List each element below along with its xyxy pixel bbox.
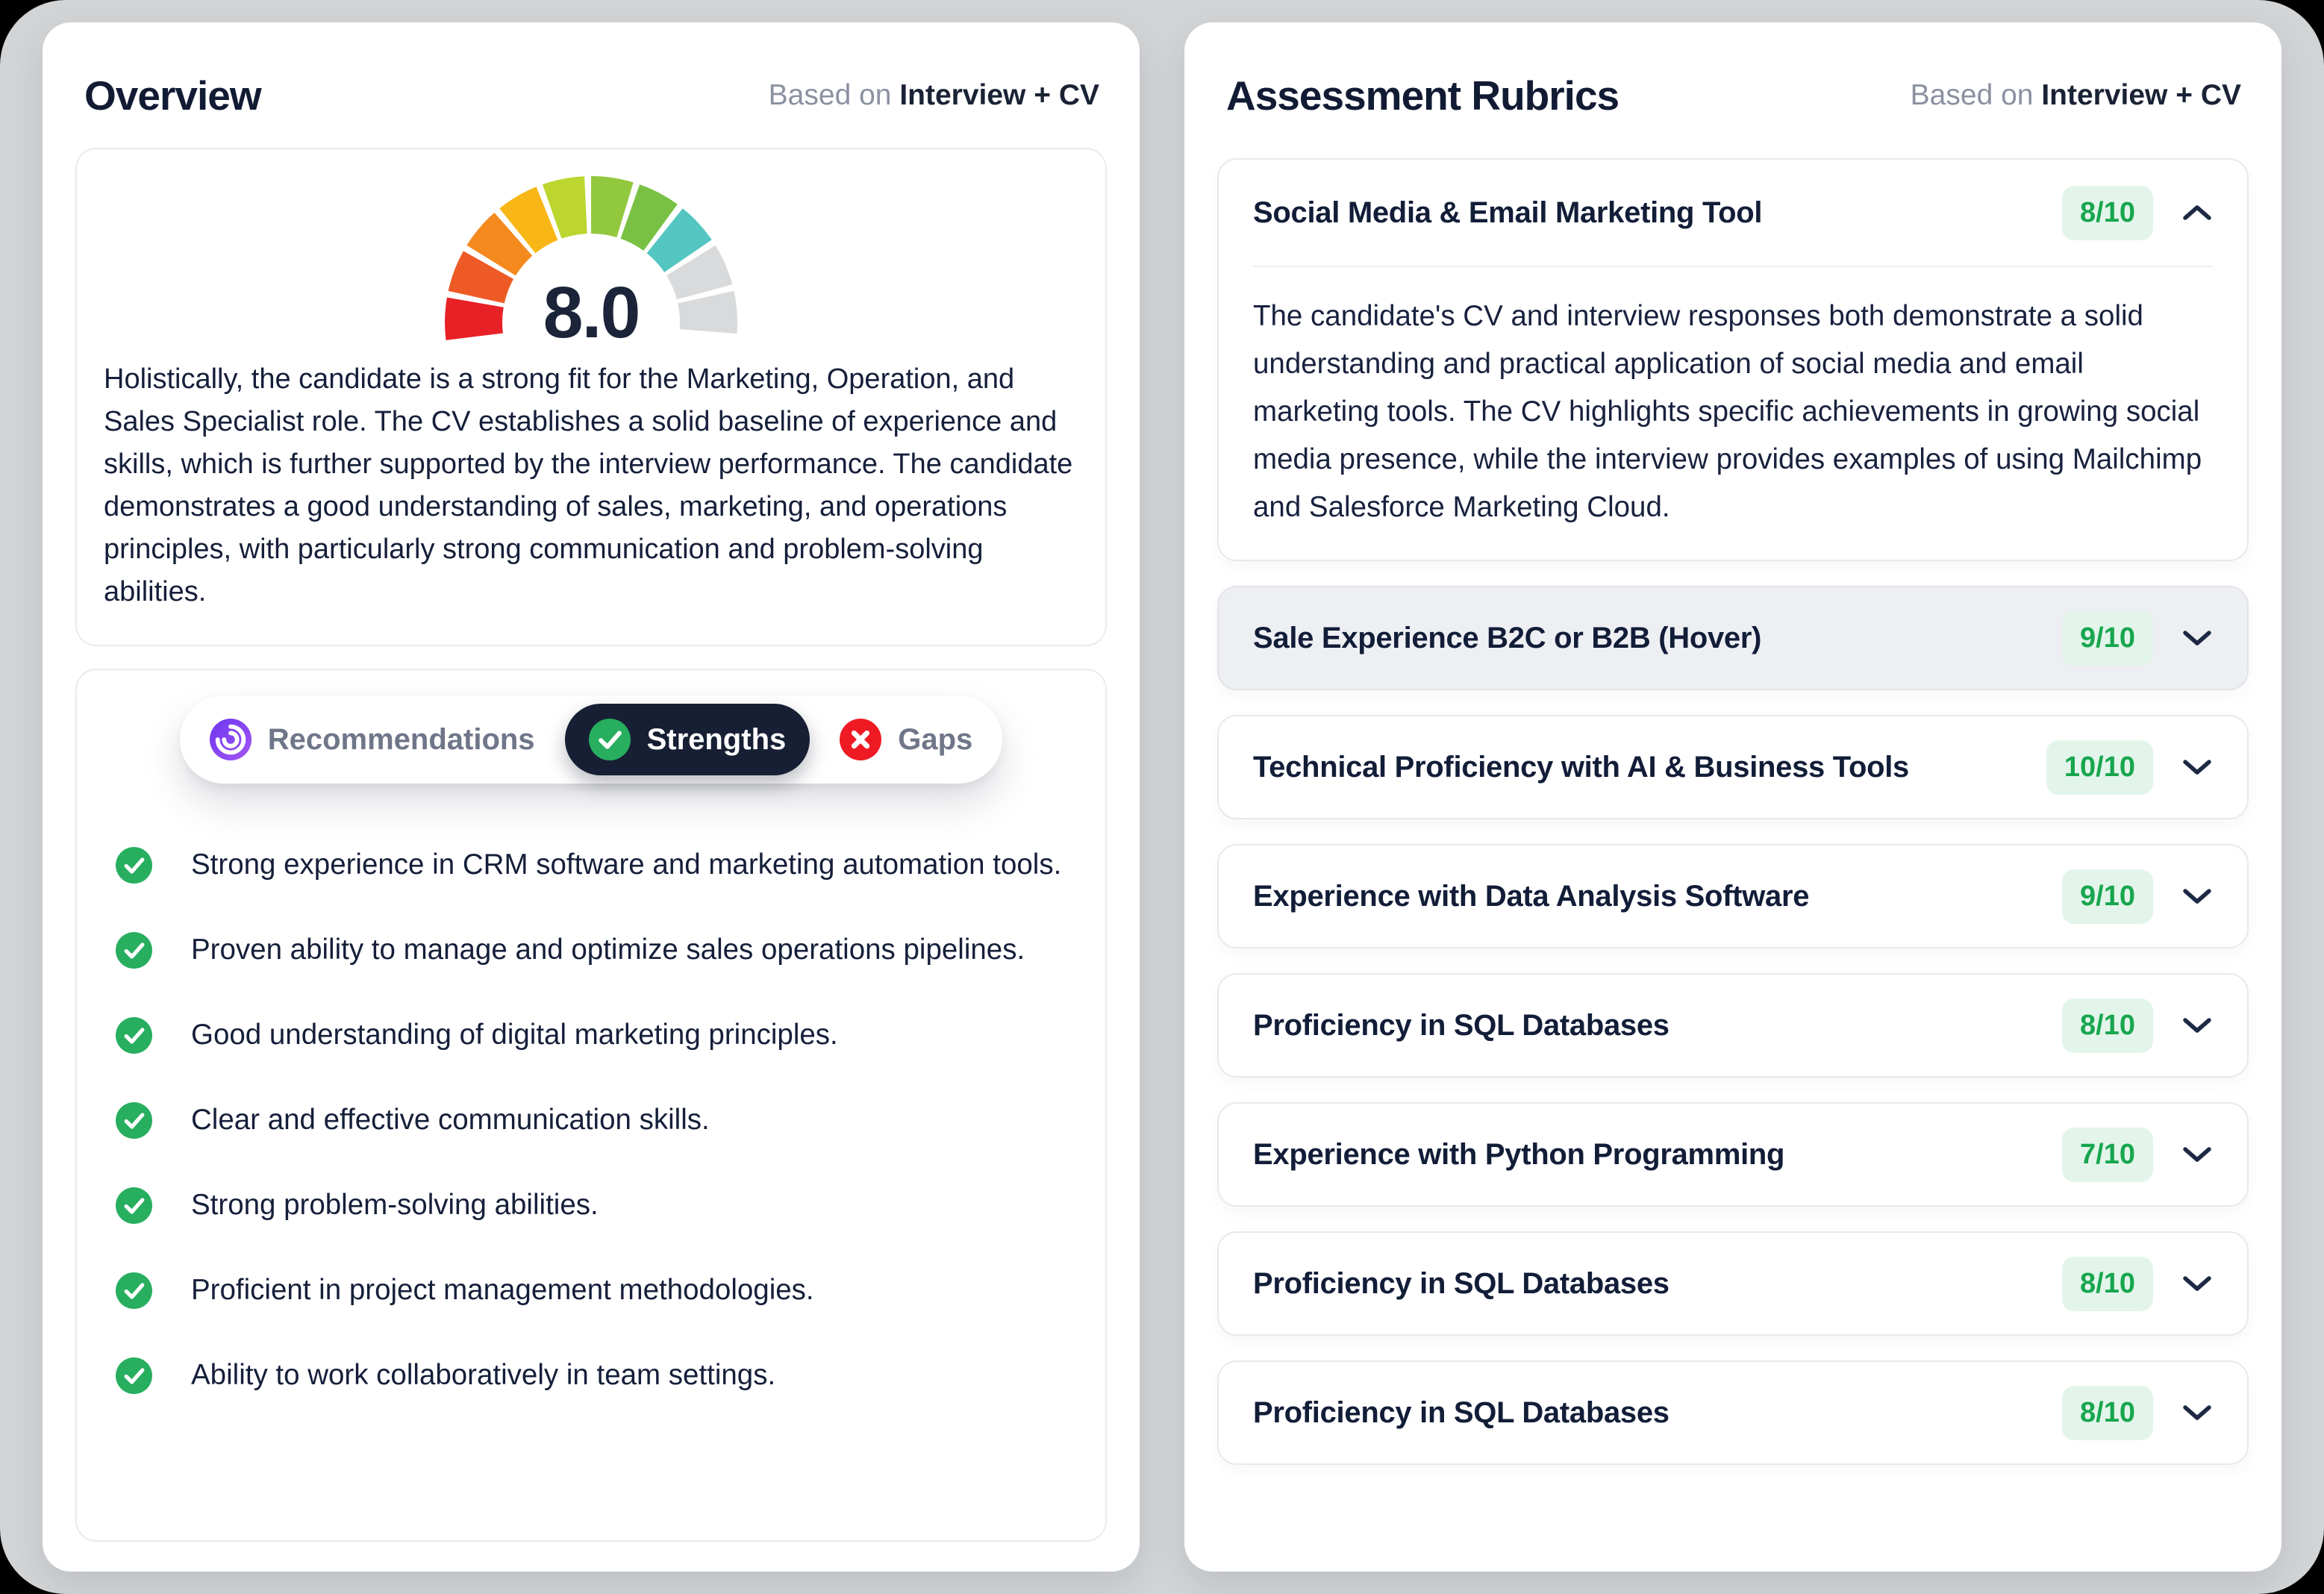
- rubric-title: Proficiency in SQL Databases: [1253, 1395, 1669, 1429]
- strength-item: [116, 931, 1072, 969]
- score-gauge: [442, 169, 740, 346]
- check-icon: [116, 1187, 152, 1224]
- strength-item: [116, 1272, 1072, 1309]
- score-badge: 8/10: [2062, 186, 2153, 240]
- score-badge: 9/10: [2062, 869, 2153, 924]
- chevron-up-icon[interactable]: [2181, 203, 2213, 222]
- based-on-value: Interview + CV: [899, 79, 1099, 111]
- tab-label: Recommendations: [267, 722, 535, 756]
- check-icon: [116, 1357, 152, 1394]
- rubric-header[interactable]: [1219, 1104, 2247, 1205]
- score-badge: 7/10: [2062, 1128, 2153, 1182]
- rubric-header[interactable]: [1219, 160, 2247, 266]
- check-icon: [116, 1272, 152, 1309]
- check-icon: [116, 1017, 152, 1054]
- rubric-title: Experience with Python Programming: [1253, 1137, 1785, 1171]
- x-icon: [840, 719, 881, 760]
- insights-box: [75, 669, 1107, 1542]
- tab-recommendations[interactable]: [210, 719, 535, 760]
- strength-text: Clear and effective communication skills.: [191, 1104, 710, 1136]
- score-badge: 8/10: [2062, 1386, 2153, 1440]
- strength-item: [116, 1187, 1072, 1224]
- strength-text: Good understanding of digital marketing principles.: [191, 1019, 838, 1051]
- rubric-title: Experience with Data Analysis Software: [1253, 879, 1810, 913]
- rubric-item: [1217, 586, 2249, 690]
- based-on-value: Interview + CV: [2041, 79, 2241, 111]
- rubrics-based-on: Based on Interview + CV: [1910, 79, 2241, 111]
- strength-item: [116, 846, 1072, 884]
- rubric-item: [1217, 158, 2249, 561]
- rubric-item: [1217, 1231, 2249, 1336]
- rubrics-title: Assessment Rubrics: [1226, 72, 1619, 119]
- rubrics-header: [1217, 52, 2249, 148]
- rubric-item: [1217, 1360, 2249, 1465]
- rubric-item: [1217, 715, 2249, 819]
- check-icon: [116, 847, 152, 884]
- gauge-score: 8.0: [543, 272, 640, 346]
- score-badge: 8/10: [2062, 998, 2153, 1053]
- strength-text: Strong problem-solving abilities.: [191, 1189, 599, 1221]
- strength-item: [116, 1016, 1072, 1054]
- check-icon: [589, 719, 631, 760]
- gauge-segment: [445, 298, 504, 340]
- chevron-down-icon[interactable]: [2181, 1145, 2213, 1164]
- rubric-header[interactable]: [1219, 716, 2247, 818]
- score-summary-box: [75, 148, 1107, 646]
- rubrics-list: [1217, 158, 2249, 1465]
- chevron-down-icon[interactable]: [2181, 887, 2213, 906]
- chevron-down-icon[interactable]: [2181, 1016, 2213, 1035]
- chevron-down-icon[interactable]: [2181, 1274, 2213, 1293]
- rubric-item: [1217, 973, 2249, 1078]
- recommendations-icon: [210, 719, 252, 760]
- rubric-title: Technical Proficiency with AI & Business Tools: [1253, 750, 1909, 784]
- rubric-title: Proficiency in SQL Databases: [1253, 1008, 1669, 1042]
- score-badge: 10/10: [2046, 740, 2153, 795]
- score-badge: 8/10: [2062, 1257, 2153, 1311]
- score-badge: 9/10: [2062, 611, 2153, 666]
- gauge-segment: [678, 291, 737, 334]
- rubric-item: [1217, 1102, 2249, 1207]
- rubric-header[interactable]: [1219, 975, 2247, 1076]
- overview-title: Overview: [84, 72, 261, 119]
- rubric-title: Social Media & Email Marketing Tool: [1253, 196, 1763, 229]
- strength-item: [116, 1357, 1072, 1394]
- rubric-header[interactable]: [1219, 846, 2247, 947]
- strength-text: Proven ability to manage and optimize sales operations pipelines.: [191, 934, 1025, 966]
- strength-item: [116, 1101, 1072, 1139]
- chevron-down-icon[interactable]: [2181, 628, 2213, 648]
- tab-strengths[interactable]: [565, 704, 810, 775]
- check-icon: [116, 1102, 152, 1139]
- tab-label: Gaps: [898, 722, 973, 756]
- rubric-header[interactable]: [1219, 1362, 2247, 1463]
- strength-text: Proficient in project management methodologies.: [191, 1274, 814, 1306]
- rubric-title: Proficiency in SQL Databases: [1253, 1266, 1669, 1300]
- rubric-header[interactable]: [1219, 1233, 2247, 1334]
- overview-header: [75, 52, 1107, 148]
- strength-text: Strong experience in CRM software and marketing automation tools.: [191, 848, 1062, 881]
- rubric-header[interactable]: [1219, 587, 2247, 689]
- tab-label: Strengths: [646, 722, 787, 756]
- rubrics-panel: [1184, 22, 2281, 1572]
- rubric-description: The candidate's CV and interview responses both demonstrate a solid understanding and practical application of social media and email marketing tools. The CV highlights specific achievements in growing social media presence, while the interview provides examples of using Mailchimp and Salesforce Marketing Cloud.: [1253, 300, 2202, 523]
- check-icon: [116, 932, 152, 969]
- strengths-list: [110, 846, 1072, 1394]
- rubric-title: Sale Experience B2C or B2B (Hover): [1253, 621, 1762, 654]
- insights-tabbar: [180, 696, 1003, 784]
- chevron-down-icon[interactable]: [2181, 757, 2213, 777]
- rubric-item: [1217, 844, 2249, 948]
- overview-based-on: Based on Interview + CV: [768, 79, 1099, 111]
- strength-text: Ability to work collaboratively in team settings.: [191, 1359, 776, 1391]
- overview-summary: Holistically, the candidate is a strong fit for the Marketing, Operation, and Sales Specialist role. The CV establishes a solid baseline of experience and skills, which is further supported by the interview performance. The candidate demonstrates a good understanding of sales, marketing, and operations principles, with particularly strong communication and problem-solving abilities.: [104, 363, 1073, 607]
- chevron-down-icon[interactable]: [2181, 1403, 2213, 1422]
- overview-panel: [43, 22, 1140, 1572]
- tab-gaps[interactable]: [840, 719, 972, 760]
